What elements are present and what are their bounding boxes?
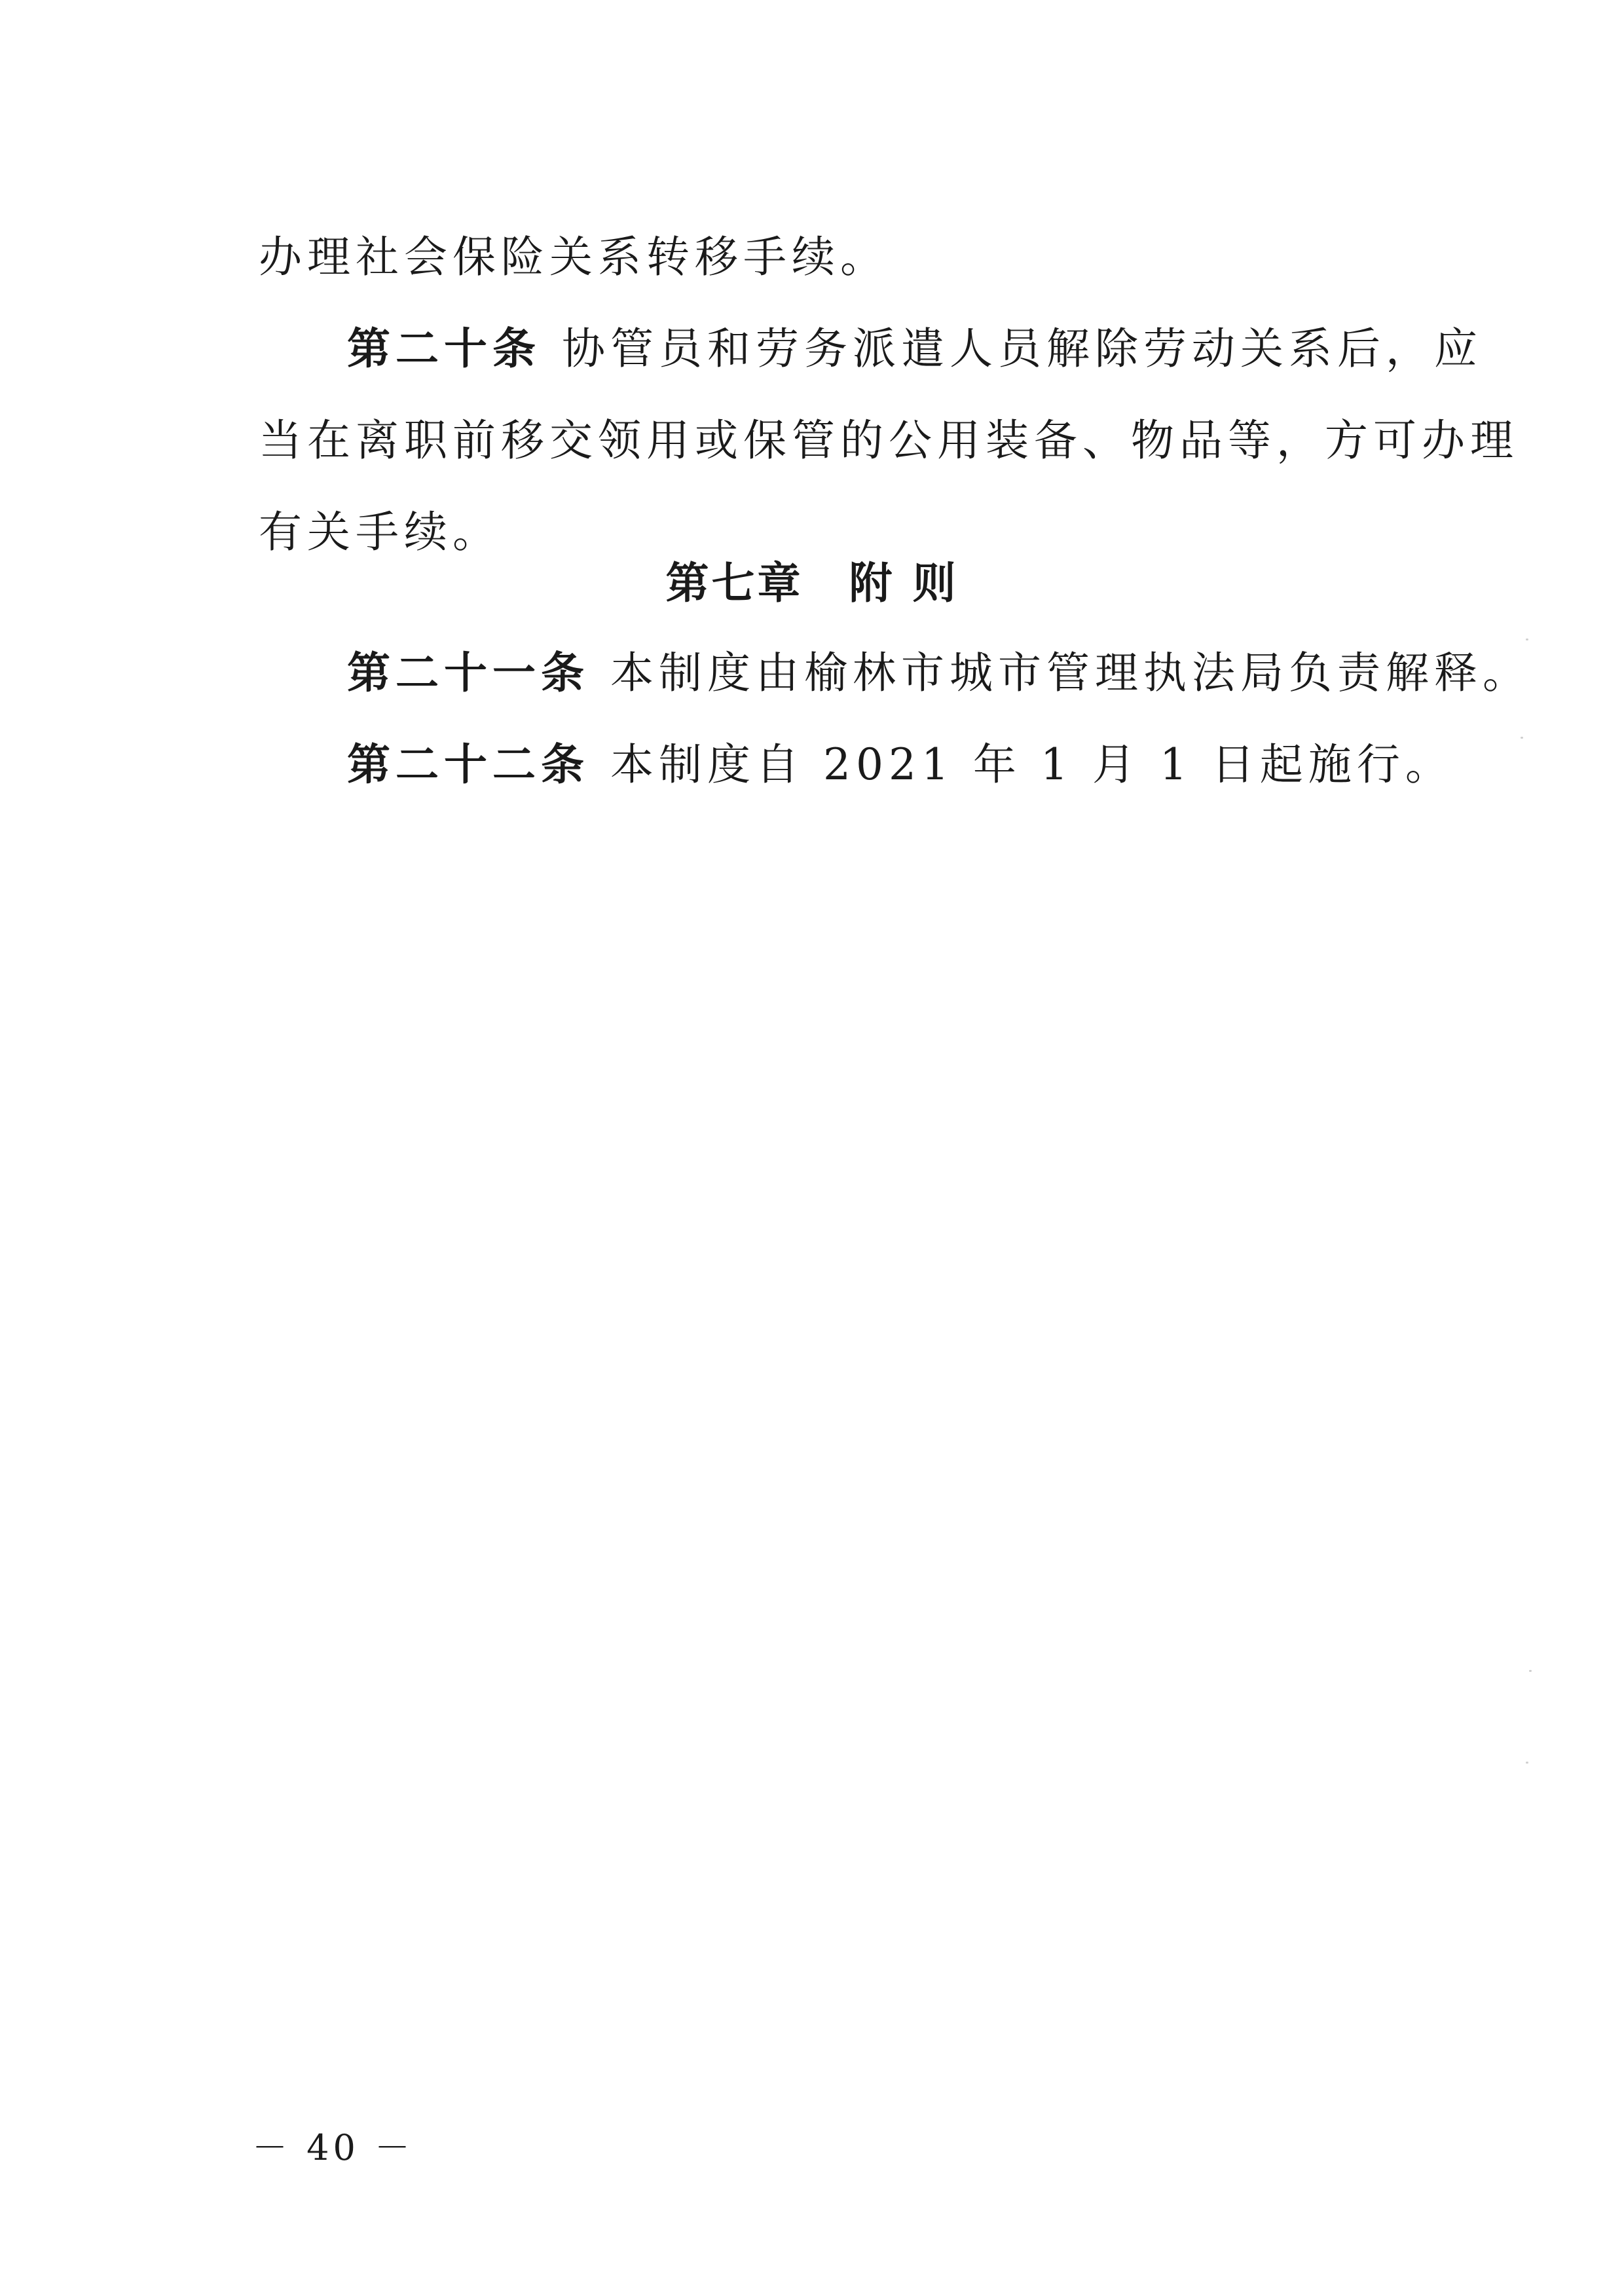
scan-speck: [1526, 639, 1528, 640]
article-21-label: 第二十一条: [347, 648, 589, 698]
article-20-label: 第二十条: [347, 324, 541, 374]
article-20-line-1: [347, 321, 1483, 377]
paragraph-continuation: [259, 229, 1385, 286]
scan-speck: [1521, 737, 1523, 739]
page-number: － 40 －: [252, 2127, 415, 2168]
article-22-label: 第二十二条: [347, 739, 589, 790]
article-21-text: 本制度由榆林市城市管理执法局负责解释。: [610, 648, 1531, 698]
article-20-line-2: [259, 413, 1519, 469]
scan-speck: [1529, 1670, 1532, 1672]
article-20-text-3: 有关手续。: [259, 507, 501, 557]
article-21: [347, 645, 1531, 701]
chapter-heading: [0, 555, 1624, 612]
article-20-text-2: 当在离职前移交领用或保管的公用装备、物品等，方可办理: [259, 415, 1519, 466]
paragraph-text: 办理社会保险关系转移手续。: [259, 232, 889, 282]
chapter-title: 附 则: [849, 558, 959, 608]
article-20-text-1: 协管员和劳务派遣人员解除劳动关系后，应: [562, 324, 1483, 374]
chapter-number: 第七章: [665, 558, 803, 608]
article-22-text: 本制度自 2021 年 1 月 1 日起施行。: [610, 739, 1454, 790]
scan-speck: [1526, 1762, 1528, 1764]
article-22: [347, 737, 1473, 793]
article-20-line-3: [259, 504, 1385, 561]
